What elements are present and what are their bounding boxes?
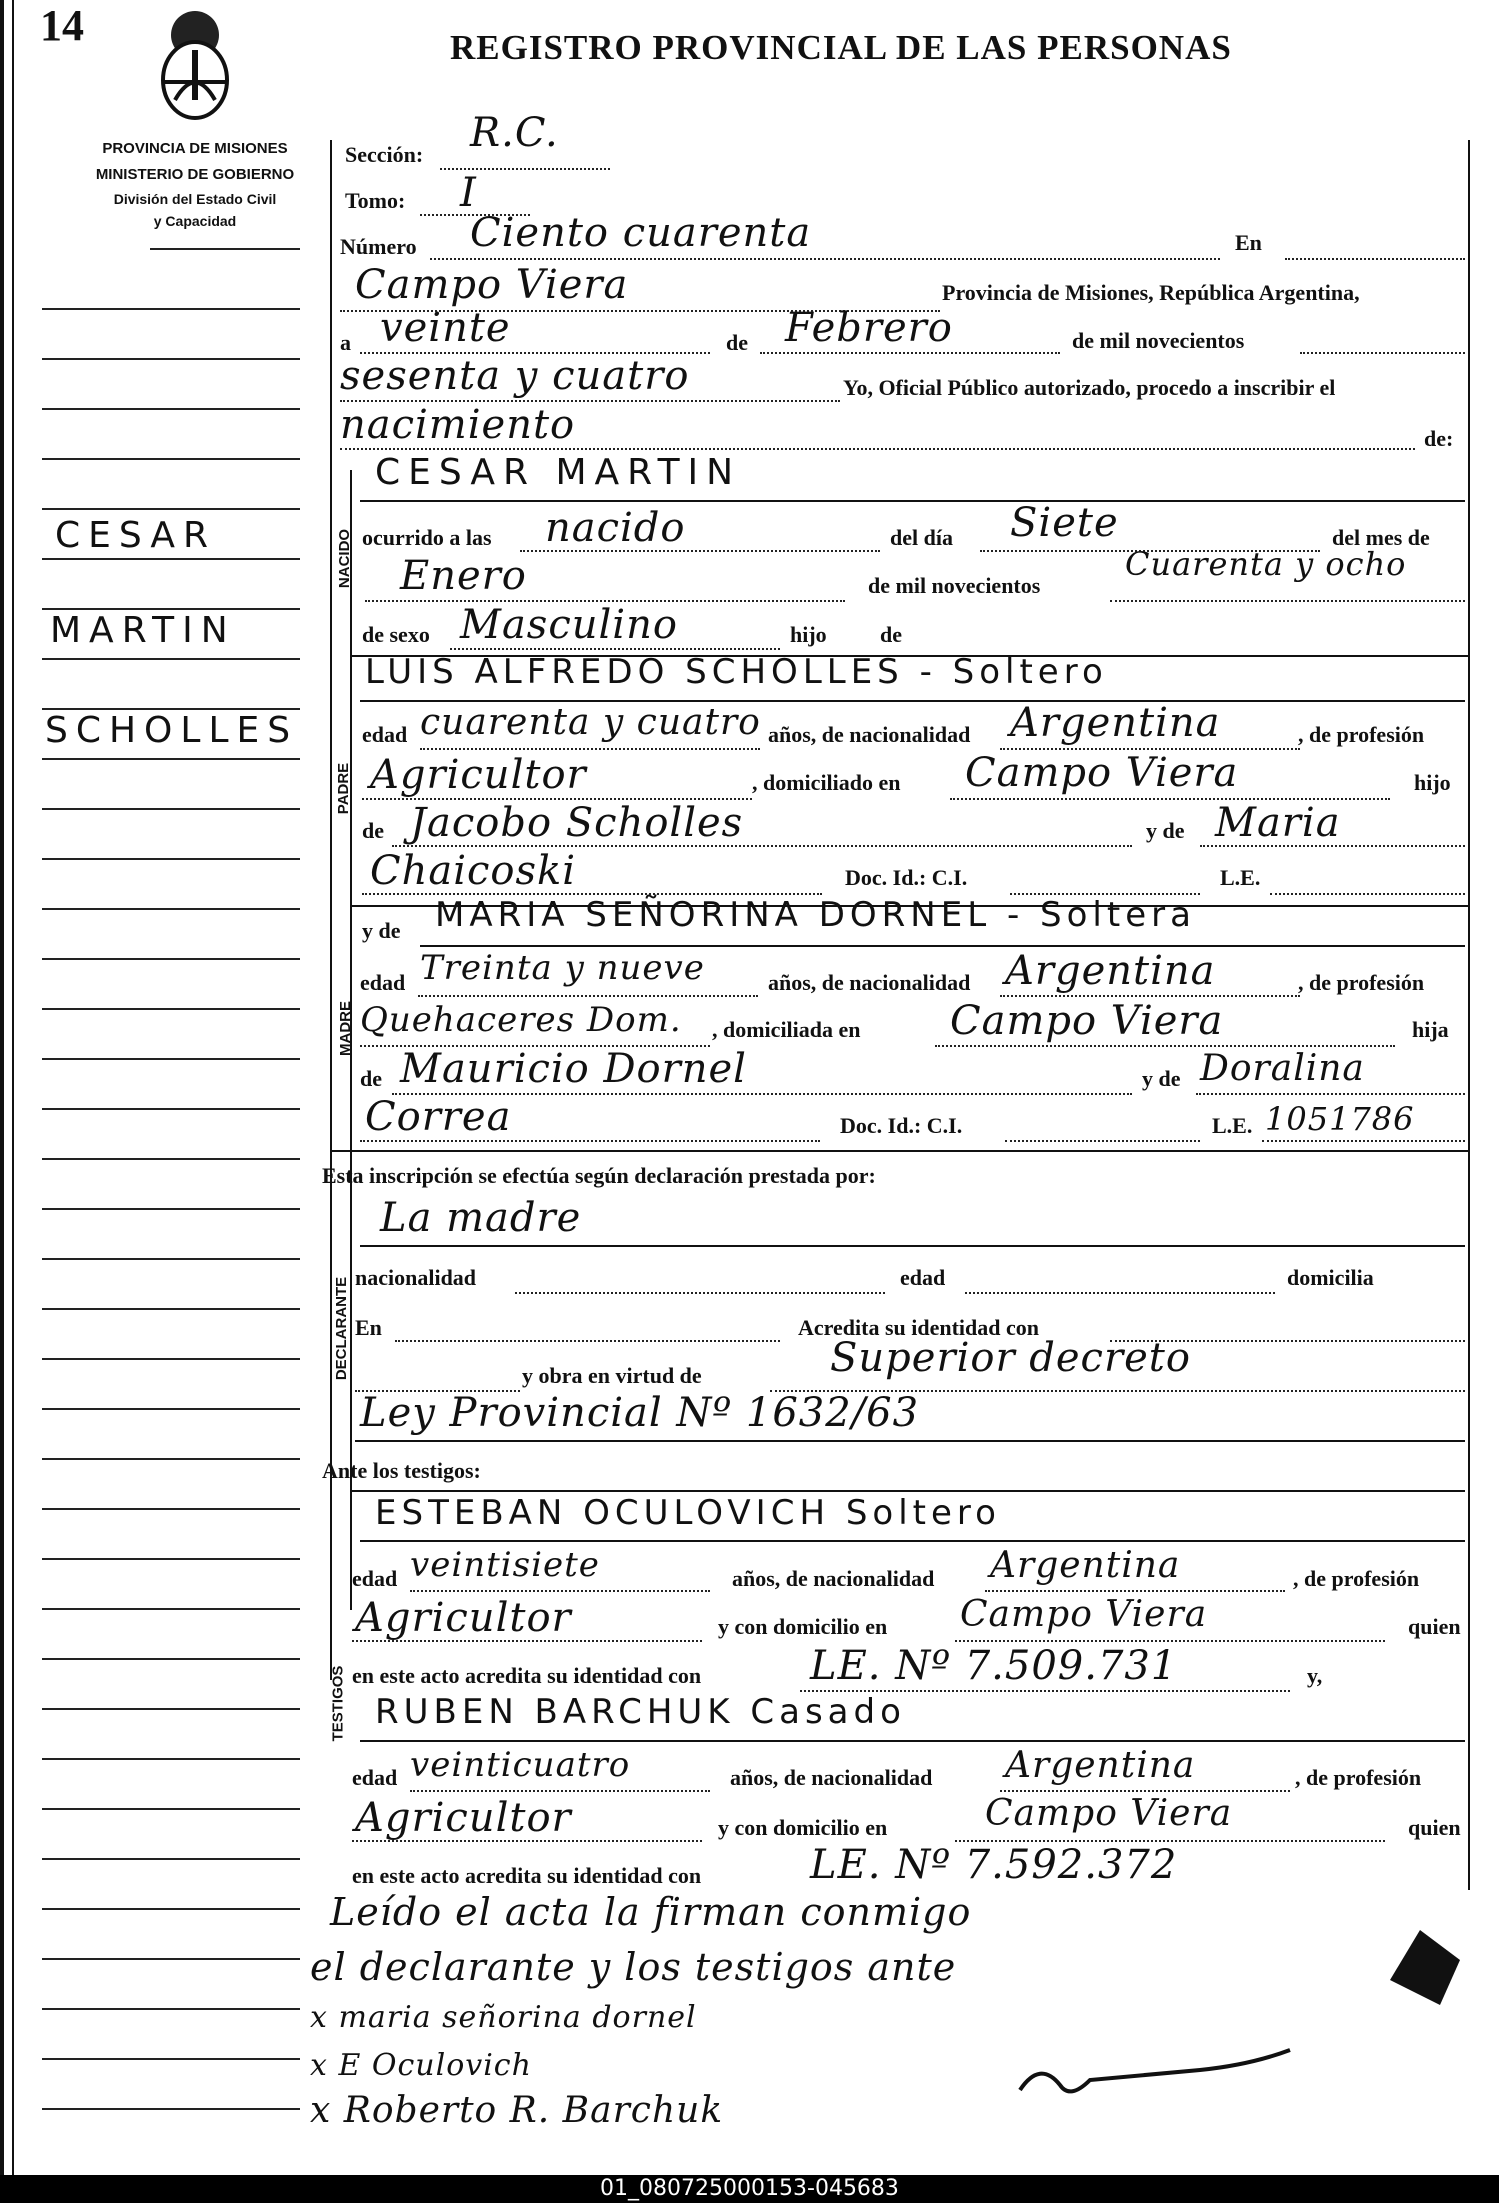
label-obra: y obra en virtud de <box>522 1363 702 1388</box>
page-edge <box>0 0 4 2175</box>
value-mes: Febrero <box>785 305 953 351</box>
value-doc-t1: LE. Nº 7.509.731 <box>810 1643 1178 1689</box>
value-anio-nac: Cuarenta y ocho <box>1125 545 1407 583</box>
line-ci-m <box>1005 1140 1200 1142</box>
line-nac-t1 <box>985 1590 1285 1592</box>
label-de-abuelo-p: de <box>362 818 384 843</box>
label-hijo: hijo <box>790 622 827 647</box>
line-testigo2 <box>360 1740 1465 1742</box>
value-nac-madre: Argentina <box>1005 948 1216 994</box>
label-oficial: Yo, Oficial Público autorizado, procedo a inscribir el <box>843 375 1336 400</box>
value-dia-nac: Siete <box>1010 500 1119 546</box>
label-prof-padre: , de profesión <box>1298 722 1425 747</box>
signature-testigo-1: x E Oculovich <box>310 2048 532 2083</box>
page-number: 14 <box>40 1 84 50</box>
side-label-declarante: DECLARANTE <box>333 1276 351 1381</box>
divider-madre <box>330 1150 1468 1152</box>
value-abuela-m2: Correa <box>365 1094 512 1140</box>
label-seccion: Sección: <box>345 142 424 167</box>
label-domicilia: domicilia <box>1287 1265 1374 1290</box>
line-ley <box>355 1440 1465 1442</box>
value-numero: Ciento cuarenta <box>470 210 812 256</box>
value-edad-padre: cuarenta y cuatro <box>420 702 761 743</box>
label-edad-madre: edad <box>360 970 406 995</box>
value-prof-t1: Agricultor <box>355 1595 572 1641</box>
agency-block <box>60 136 330 232</box>
label-esta-inscripcion: Esta inscripción se efectúa según declaración prestada por: <box>322 1163 876 1188</box>
label-sexo: de sexo <box>362 622 430 647</box>
line-en-dec <box>395 1340 780 1342</box>
document-title: REGISTRO PROVINCIAL DE LAS PERSONAS <box>450 28 1232 67</box>
line-le-p <box>1270 893 1465 895</box>
signature-declarante: x maria señorina dornel <box>310 2000 697 2035</box>
label-dom-padre: , domiciliado en <box>752 770 901 795</box>
line-madre <box>420 945 1465 947</box>
line-le-m <box>1262 1140 1465 1142</box>
value-abuela-m: Doralina <box>1200 1048 1365 1089</box>
value-nac-t1: Argentina <box>990 1545 1181 1586</box>
label-dom-t2: y con domicilio en <box>718 1815 888 1840</box>
label-anos-t1: años, de nacionalidad <box>732 1566 935 1591</box>
value-nac-t2: Argentina <box>1005 1745 1196 1786</box>
label-dom-madre: , domiciliada en <box>712 1017 861 1042</box>
label-de-abuelo-m: de <box>360 1066 382 1091</box>
label-mil-novecientos: de mil novecientos <box>1072 328 1245 353</box>
value-abuelo-p: Jacobo Scholles <box>410 800 744 846</box>
side-label-madre: MADRE <box>337 1001 354 1056</box>
line-edad-padre <box>420 748 760 750</box>
label-prof-t2: , de profesión <box>1295 1765 1422 1790</box>
value-acto: nacimiento <box>340 402 576 448</box>
label-en: En <box>1235 230 1262 255</box>
value-prof-madre: Quehaceres Dom. <box>360 1000 682 1040</box>
line-nac-t2 <box>1000 1790 1290 1792</box>
value-padre: LUIS ALFREDO SCHOLLES - Soltero <box>365 652 1108 692</box>
side-label-testigos: TESTIGOS <box>329 1665 347 1742</box>
label-y-de-m: y de <box>1142 1066 1181 1091</box>
label-dom-t1: y con domicilio en <box>718 1614 888 1639</box>
agency-line: División del Estado Civil <box>113 191 277 207</box>
value-declarante: La madre <box>380 1195 582 1241</box>
label-de: de <box>726 330 748 355</box>
value-le-madre: 1051786 <box>1265 1100 1415 1138</box>
line-declarante <box>360 1245 1465 1247</box>
line-edad-t1 <box>410 1590 710 1592</box>
label-le-p: L.E. <box>1220 865 1261 890</box>
line-dom-t1 <box>955 1640 1385 1642</box>
label-le-m: L.E. <box>1212 1113 1253 1138</box>
label-quien-t1: quien <box>1408 1614 1461 1639</box>
form-border-left <box>330 140 332 1680</box>
label-nacionalidad-dec: nacionalidad <box>355 1265 477 1290</box>
agency-line: y Capacidad <box>153 213 237 229</box>
label-anos-padre: años, de nacionalidad <box>768 722 971 747</box>
value-edad-t1: veintisiete <box>410 1545 600 1585</box>
label-acto-t1: en este acto acredita su identidad con <box>352 1663 702 1688</box>
value-madre: MARIA SEÑORINA DORNEL - Soltera <box>435 895 1196 935</box>
value-testigo1: ESTEBAN OCULOVICH Soltero <box>375 1493 1001 1533</box>
value-tomo: I <box>460 170 477 216</box>
value-ley: Ley Provincial Nº 1632/63 <box>360 1390 920 1436</box>
value-hora: nacido <box>545 505 686 551</box>
margin-name-last: SCHOLLES <box>45 710 299 751</box>
agency-line: MINISTERIO DE GOBIERNO <box>95 166 295 183</box>
signature-official <box>1000 2040 1300 2120</box>
footer-id: 01_080725000153-045683 <box>600 2176 899 2201</box>
line-dom-madre <box>935 1045 1395 1047</box>
line-edad-t2 <box>410 1790 710 1792</box>
label-de-colon: de: <box>1424 426 1454 451</box>
value-edad-madre: Treinta y nueve <box>420 948 705 988</box>
closing-line-1: Leído el acta la firman conmigo <box>330 1890 972 1934</box>
label-quien-t2: quien <box>1408 1815 1461 1840</box>
label-edad-padre: edad <box>362 722 408 747</box>
label-hijo-padre: hijo <box>1414 770 1451 795</box>
value-anio: sesenta y cuatro <box>340 353 690 399</box>
label-anos-t2: años, de nacionalidad <box>730 1765 933 1790</box>
signature-testigo-2: x Roberto R. Barchuk <box>310 2090 724 2131</box>
value-prof-t2: Agricultor <box>355 1795 572 1841</box>
label-en-dec: En <box>355 1315 382 1340</box>
value-abuela-p2: Chaicoski <box>370 848 577 894</box>
line-nac-dec <box>515 1292 885 1294</box>
label-a: a <box>340 330 351 355</box>
value-abuela-p: Maria <box>1215 800 1341 846</box>
label-doc-m: Doc. Id.: C.I. <box>840 1113 963 1138</box>
line-nombre <box>360 500 1465 502</box>
margin-name-first: CESAR <box>55 515 217 556</box>
line-anio-a <box>1300 352 1465 354</box>
value-dom-padre: Campo Viera <box>965 750 1239 796</box>
line-sexo <box>450 648 780 650</box>
label-edad-t2: edad <box>352 1765 398 1790</box>
page-edge-inner <box>12 0 14 2175</box>
value-obra: Superior decreto <box>830 1335 1191 1381</box>
label-prof-t1: , de profesión <box>1293 1566 1420 1591</box>
line-acto <box>340 448 1415 450</box>
label-y-de-p: y de <box>1146 818 1185 843</box>
value-dia: veinte <box>380 305 511 351</box>
label-y: y, <box>1307 1663 1323 1688</box>
label-del-mes: del mes de <box>1332 525 1430 550</box>
divider-testigos <box>350 1490 1465 1492</box>
value-edad-t2: veinticuatro <box>410 1745 631 1785</box>
label-numero: Número <box>340 234 417 259</box>
label-del-dia: del día <box>890 525 953 550</box>
official-seal <box>1380 1920 1470 2010</box>
label-acredita: Acredita su identidad con <box>798 1315 1040 1340</box>
label-de-mil-nov: de mil novecientos <box>868 573 1041 598</box>
line-en <box>1285 258 1465 260</box>
value-dom-t2: Campo Viera <box>985 1793 1233 1834</box>
value-dom-t1: Campo Viera <box>960 1594 1208 1635</box>
line-testigo1 <box>360 1540 1465 1542</box>
line-abuela-m2 <box>360 1140 820 1142</box>
label-provincia: Provincia de Misiones, República Argentina, <box>942 280 1360 305</box>
value-nac-padre: Argentina <box>1010 700 1221 746</box>
label-tomo: Tomo: <box>345 188 406 213</box>
value-sexo: Masculino <box>460 602 678 648</box>
agency-line: PROVINCIA DE MISIONES <box>102 140 288 157</box>
side-label-padre: PADRE <box>335 762 353 815</box>
value-testigo2: RUBEN BARCHUK Casado <box>375 1692 906 1732</box>
value-doc-t2: LE. Nº 7.592.372 <box>810 1842 1178 1888</box>
line-mes <box>760 352 1060 354</box>
value-seccion: R.C. <box>470 110 559 156</box>
value-abuelo-m: Mauricio Dornel <box>400 1046 747 1092</box>
line-numero <box>430 258 1220 260</box>
label-hija: hija <box>1412 1017 1449 1042</box>
label-y-de-madre: y de <box>362 918 401 943</box>
value-nombre: CESAR MARTIN <box>375 452 742 493</box>
footer-bar <box>0 2175 1499 2203</box>
value-lugar: Campo Viera <box>355 262 629 308</box>
label-prof-madre: , de profesión <box>1298 970 1425 995</box>
line-anio-nac <box>1110 600 1465 602</box>
label-doc-p: Doc. Id.: C.I. <box>845 865 968 890</box>
label-de-hijo: de <box>880 622 902 647</box>
label-anos-madre: años, de nacionalidad <box>768 970 971 995</box>
label-edad-dec: edad <box>900 1265 946 1290</box>
coat-of-arms-icon <box>150 5 240 125</box>
margin-name-middle: MARTIN <box>50 610 236 651</box>
line-edad-madre <box>418 995 758 997</box>
line-edad-dec <box>965 1292 1275 1294</box>
form-border-right <box>1468 140 1470 1890</box>
label-acto-t2: en este acto acredita su identidad con <box>352 1863 702 1888</box>
side-label-nacido: NACIDO <box>336 528 354 589</box>
line-nac-madre <box>1000 995 1300 997</box>
line-abuela-m <box>1196 1093 1465 1095</box>
closing-line-2: el declarante y los testigos ante <box>310 1945 957 1989</box>
value-dom-madre: Campo Viera <box>950 998 1224 1044</box>
value-prof-padre: Agricultor <box>370 752 587 798</box>
label-edad-t1: edad <box>352 1566 398 1591</box>
label-ocurrido: ocurrido a las <box>362 525 492 550</box>
label-ante: Ante los testigos: <box>322 1458 481 1483</box>
value-mes-nac: Enero <box>400 553 527 599</box>
